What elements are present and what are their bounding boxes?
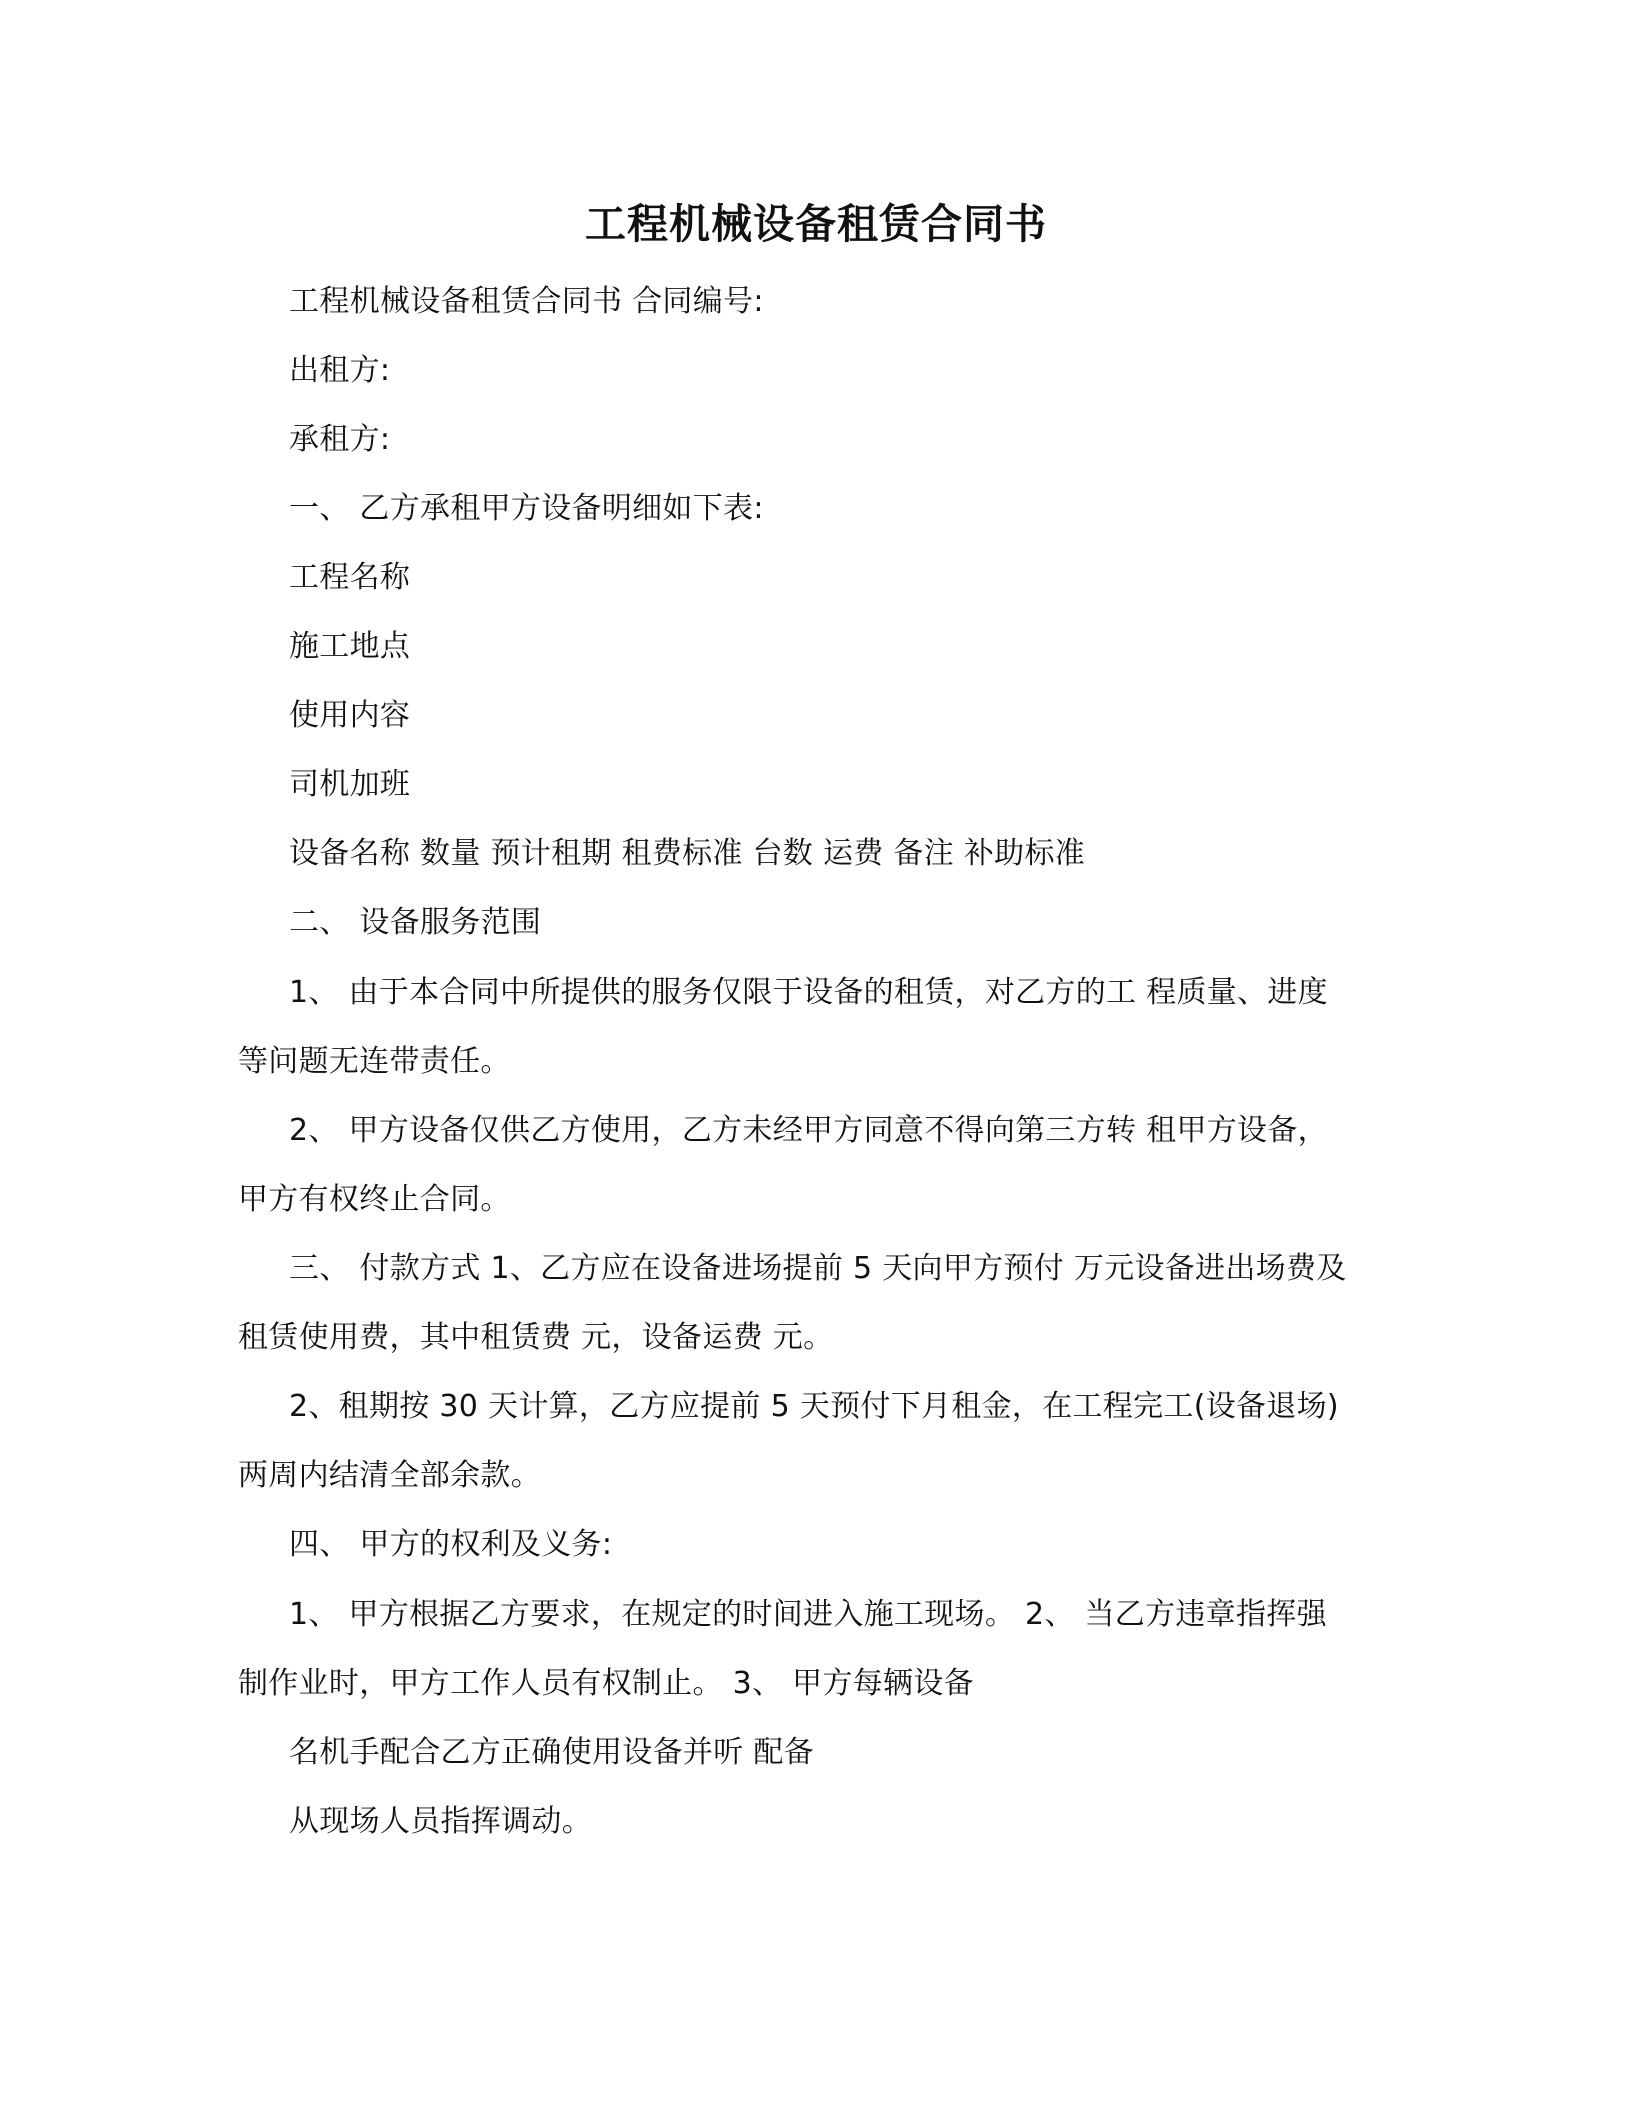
section-3-line-2: 租赁使用费，其中租赁费 元，设备运费 元。	[238, 1320, 834, 1355]
usage-content-line: 使用内容	[289, 698, 411, 733]
document-title: 工程机械设备租赁合同书	[585, 200, 1047, 248]
clause-2-2-line-1: 2、 甲方设备仅供乙方使用，乙方未经甲方同意不得向第三方转 租甲方设备，	[289, 1113, 1328, 1148]
clause-2-1-line-2: 等问题无连带责任。	[238, 1044, 511, 1079]
lessor-line: 出租方:	[289, 353, 391, 388]
clause-2-2-line-2: 甲方有权终止合同。	[238, 1182, 511, 1217]
section-4-line-3: 名机手配合乙方正确使用设备并听 配备	[289, 1735, 814, 1770]
section-2-heading: 二、 设备服务范围	[289, 905, 542, 940]
clause-2-1-line-1: 1、 由于本合同中所提供的服务仅限于设备的租赁，对乙方的工 程质量、进度	[289, 975, 1328, 1010]
section-4-heading: 四、 甲方的权利及义务:	[289, 1527, 613, 1562]
section-3-line-1: 三、 付款方式 1、乙方应在设备进场提前 5 天向甲方预付 万元设备进出场费及	[289, 1251, 1347, 1286]
section-4-line-1: 1、 甲方根据乙方要求，在规定的时间进入施工现场。 2、 当乙方违章指挥强	[289, 1597, 1327, 1632]
clause-3-2-line-2: 两周内结清全部余款。	[238, 1458, 541, 1493]
section-1-heading: 一、 乙方承租甲方设备明细如下表:	[289, 491, 764, 526]
section-4-line-4: 从现场人员指挥调动。	[289, 1804, 592, 1839]
section-4-line-2: 制作业时，甲方工作人员有权制止。 3、 甲方每辆设备	[238, 1666, 974, 1701]
site-location-line: 施工地点	[289, 629, 411, 664]
project-name-line: 工程名称	[289, 560, 411, 595]
equipment-table-header: 设备名称 数量 预计租期 租费标准 台数 运费 备注 补助标准	[289, 836, 1086, 871]
driver-overtime-line: 司机加班	[289, 767, 411, 802]
lessee-line: 承租方:	[289, 422, 391, 457]
clause-3-2-line-1: 2、租期按 30 天计算，乙方应提前 5 天预付下月租金，在工程完工(设备退场)	[289, 1389, 1339, 1424]
contract-number-line: 工程机械设备租赁合同书 合同编号:	[289, 284, 764, 319]
